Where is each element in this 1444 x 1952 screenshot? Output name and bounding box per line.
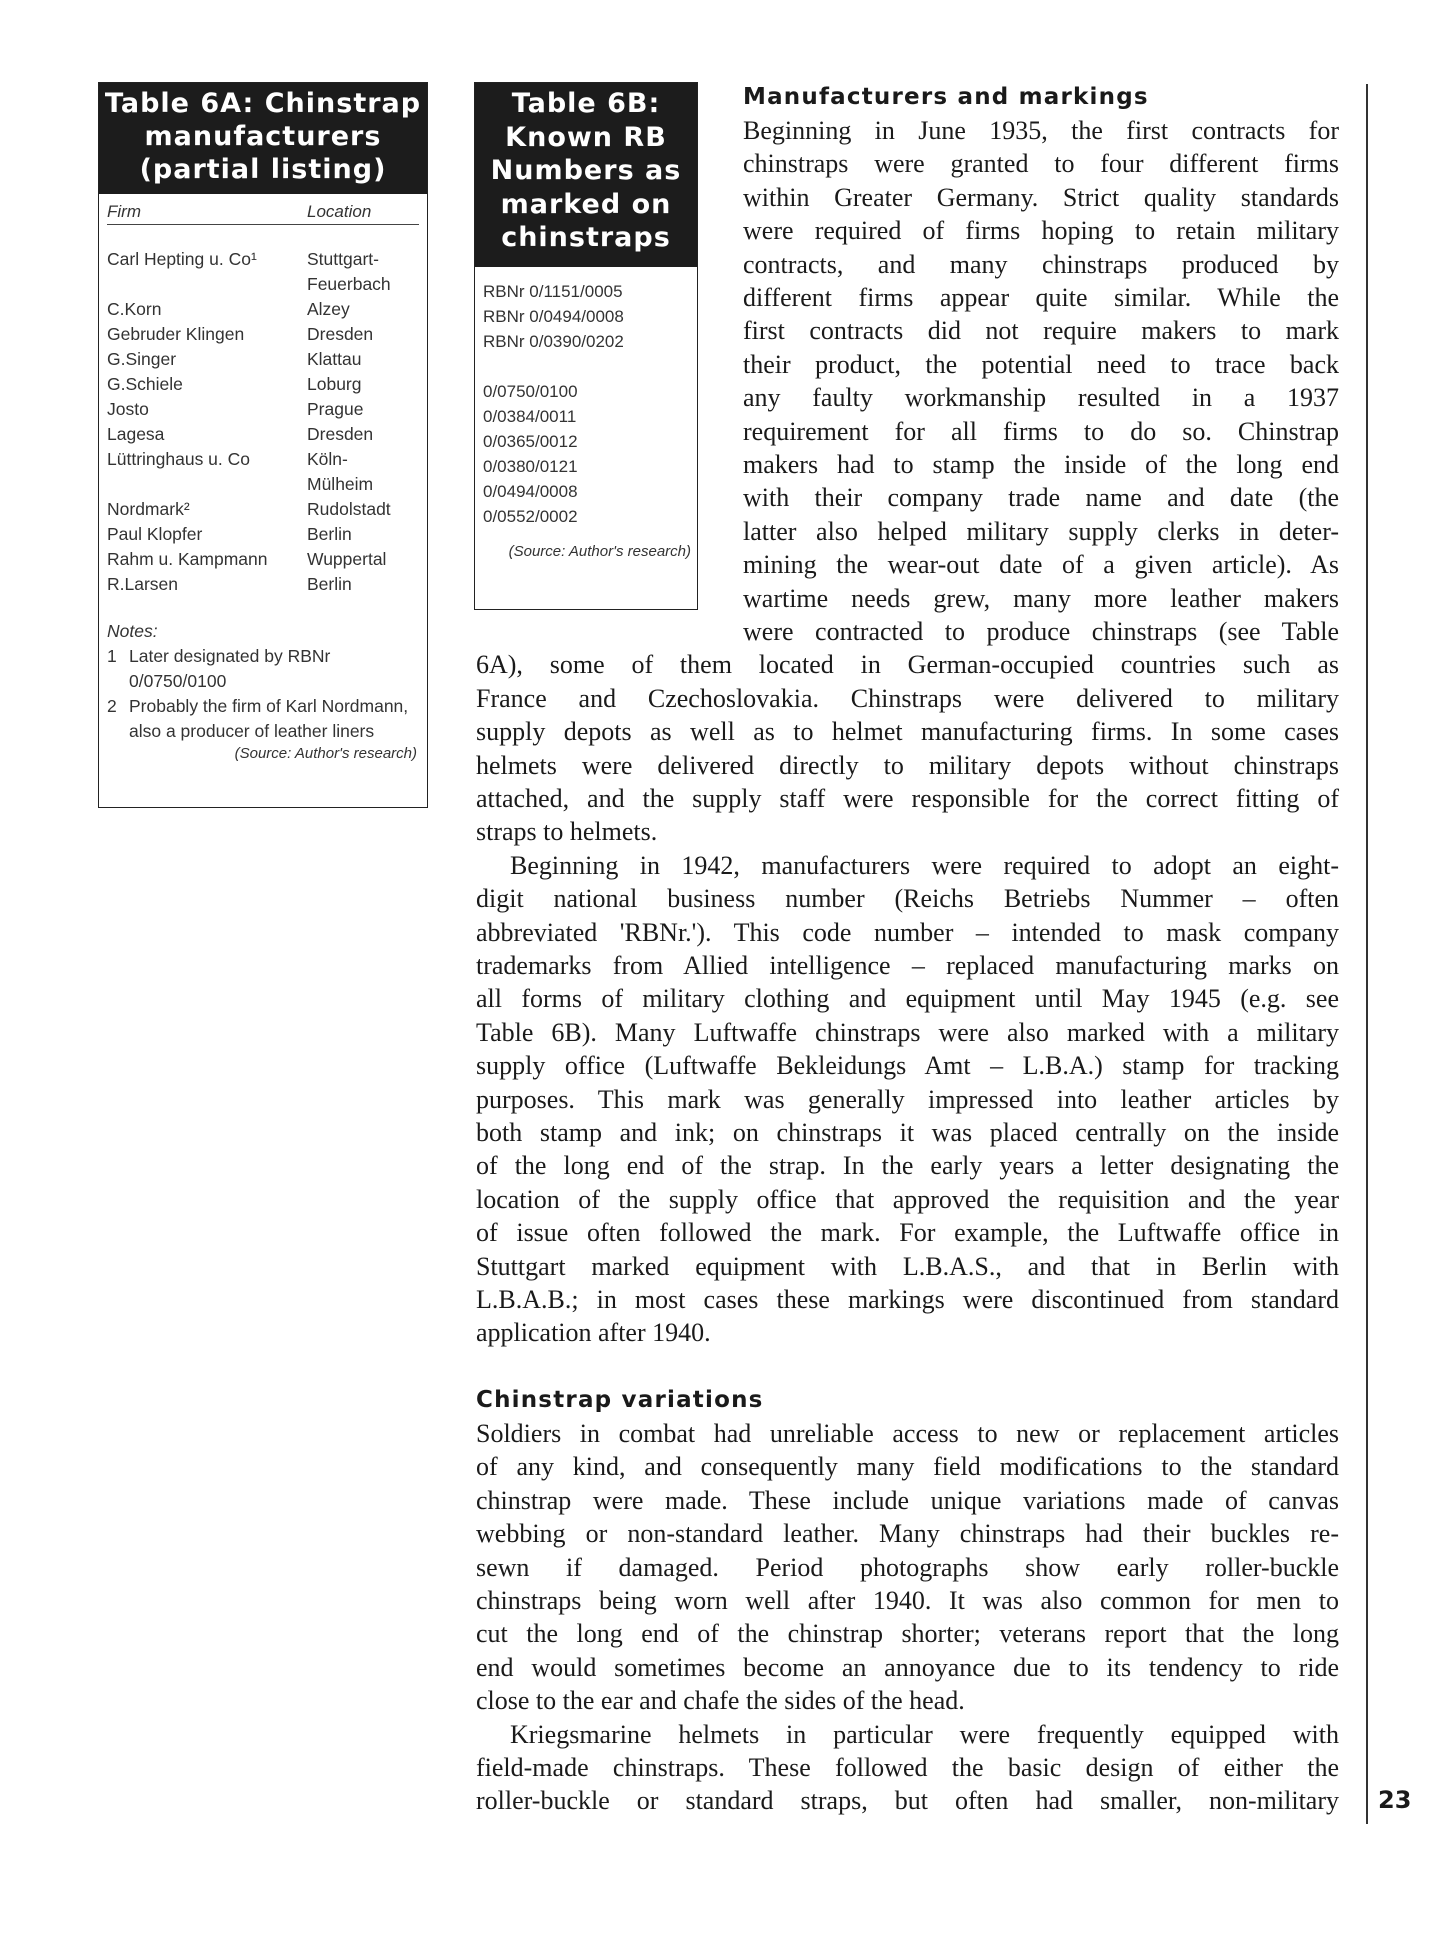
text-line: any faulty workmanship resulted in a 1937 [743,383,1339,413]
location-cell: Dresden [307,324,374,344]
text-line: purposes. This mark was generally impressed into leather articles by [476,1084,1339,1114]
firm-cell: R.Larsen [107,574,179,594]
text-line: digit national business number (Reichs Betriebs Nummer – often [476,884,1339,914]
location-cell: Dresden [307,424,374,444]
rb-number: 0/0750/0100 [483,381,578,401]
rb-number: 0/0380/0121 [483,456,578,476]
table-6b-source: (Source: Author's research) [508,542,691,560]
rb-number: RBNr 0/1151/0005 [483,281,623,301]
text-line: their product, the potential need to trace back [743,349,1339,379]
location-cell: Feuerbach [307,274,391,294]
firm-cell: Lüttringhaus u. Co [107,449,251,469]
text-line: supply office (Luftwaffe Bekleidungs Amt – L.B.A.) stamp for tracking [476,1051,1339,1081]
firm-cell: G.Schiele [107,374,183,394]
manufacturer-row [107,472,419,497]
text-line: with their company trade name and date (the [743,483,1339,513]
table-6a-body [99,194,427,763]
note-text: Probably the firm of Karl Nordmann, also a producer of leather liners [129,696,409,741]
location-cell: Loburg [307,374,362,394]
text-line: Table 6B). Many Luftwaffe chinstraps were also marked with a military [476,1017,1339,1047]
manufacturer-row [107,497,419,522]
section-heading-manufacturers: Manufacturers and markings [743,84,1149,110]
rb-number: 0/0494/0008 [483,481,578,501]
text-line: L.B.A.B.; in most cases these markings were discontinued from standard [476,1285,1339,1314]
firm-cell [107,472,307,497]
text-line: different firms appear quite similar. While the [743,283,1339,312]
text-line: requirement for all firms to do so. Chinstrap [743,416,1339,446]
firm-cell: Lagesa [107,424,165,444]
text-line: roller-buckle or standard straps, but often had smaller, non-military [476,1786,1339,1816]
text-line: Stuttgart marked equipment with L.B.A.S., and that in Berlin with [476,1251,1339,1281]
table-6a-column-headers [107,202,419,225]
note-item [107,644,419,694]
text-line: application after 1940. [476,1318,711,1348]
text-line: both stamp and ink; on chinstraps it was placed centrally on the inside [476,1118,1339,1147]
text-line: straps to helmets. [476,817,658,847]
firm-cell: Paul Klopfer [107,524,203,544]
section-heading-variations: Chinstrap variations [476,1387,764,1413]
text-line: location of the supply office that approved the requisition and the year [476,1184,1339,1214]
text-line: end would sometimes become an annoyance due to its tendency to ride [476,1652,1339,1682]
text-line: cut the long end of the chinstrap shorter; veterans report that the long [476,1619,1339,1649]
text-line: mining the wear-out date of a given article). As [743,550,1339,580]
manufacturer-row [107,347,419,372]
manufacturer-row [107,247,419,272]
note-number: 2 [107,696,117,716]
manufacturer-row [107,422,419,447]
text-line: Beginning in June 1935, the first contracts for [743,116,1339,145]
text-line: trademarks from Allied intelligence – replaced manufacturing marks on [476,951,1339,980]
location-cell: Alzey [307,299,350,319]
column-rule [1366,84,1368,1824]
text-line: Soldiers in combat had unreliable access to new or replacement articles [476,1419,1339,1448]
text-line: chinstrap were made. These include unique variations made of canvas [476,1485,1339,1515]
rb-number: 0/0384/0011 [483,406,577,426]
firm-cell [107,272,307,297]
manufacturer-row [107,322,419,347]
text-line: 6A), some of them located in German-occupied countries such as [476,650,1339,680]
table-6b [474,82,698,610]
text-line: wartime needs grew, many more leather makers [743,583,1339,613]
rb-number: RBNr 0/0494/0008 [483,306,624,326]
manufacturer-row [107,372,419,397]
table-6a-notes [107,644,419,744]
text-line: of any kind, and consequently many field modifications to the standard [476,1452,1339,1482]
table-6b-title: Table 6B: Known RB Numbers as marked on chinstraps [475,83,697,267]
text-line: were contracted to produce chinstraps (see Table [743,617,1339,646]
text-line: chinstraps being worn well after 1940. It was also common for men to [476,1586,1339,1615]
manufacturer-row [107,397,419,422]
firm-cell: G.Singer [107,349,177,369]
manufacturer-row [107,547,419,572]
text-line: Beginning in 1942, manufacturers were required to adopt an eight- [510,850,1339,880]
location-cell: Prague [307,399,364,419]
column-header-firm: Firm [107,202,141,221]
text-line: France and Czechoslovakia. Chinstraps were delivered to military [476,683,1339,713]
manufacturer-row [107,447,419,472]
text-line: chinstraps were granted to four different firms [743,149,1339,179]
text-line: Kriegsmarine helmets in particular were frequently equipped with [510,1719,1339,1749]
firm-cell: C.Korn [107,299,162,319]
text-line: contracts, and many chinstraps produced by [743,249,1339,279]
rb-number: 0/0365/0012 [483,431,578,451]
text-line: close to the ear and chafe the sides of the head. [476,1686,965,1716]
location-cell: Klattau [307,349,362,369]
location-cell: Mülheim [307,474,374,494]
text-line: supply depots as well as to helmet manufacturing firms. In some cases [476,717,1339,747]
manufacturer-row [107,297,419,322]
location-cell: Berlin [307,574,352,594]
text-line: abbreviated 'RBNr.'). This code number – intended to mask company [476,917,1339,947]
page-number: 23 [1378,1786,1412,1814]
location-cell: Rudolstadt [307,499,391,519]
text-line: all forms of military clothing and equipment until May 1945 (e.g. see [476,984,1339,1014]
text-line: sewn if damaged. Period photographs show early roller-buckle [476,1552,1339,1582]
note-number: 1 [107,646,117,666]
table-6a-title: Table 6A: Chinstrap manufacturers (partial listing) [99,83,427,194]
firm-cell: Nordmark² [107,499,190,519]
text-line: helmets were delivered directly to military depots without chinstraps [476,750,1339,780]
text-line: of the long end of the strap. In the early years a letter designating the [476,1151,1339,1181]
firm-cell: Gebruder Klingen [107,324,245,344]
note-item [107,694,419,744]
text-line: webbing or non-standard leather. Many chinstraps had their buckles re- [476,1519,1339,1549]
table-6b-body [475,267,697,564]
firm-cell: Rahm u. Kampmann [107,549,268,569]
table-6a-source: (Source: Author's research) [234,745,417,762]
text-line: makers had to stamp the inside of the long end [743,450,1339,479]
location-cell: Wuppertal [307,549,387,569]
text-line: within Greater Germany. Strict quality standards [743,182,1339,212]
firm-cell: Josto [107,399,149,419]
location-cell: Köln- [307,449,348,469]
rb-number: 0/0552/0002 [483,506,578,526]
text-line: of issue often followed the mark. For example, the Luftwaffe office in [476,1218,1339,1248]
table-6a-rows [107,247,419,597]
column-header-location: Location [307,202,372,221]
location-cell: Berlin [307,524,352,544]
location-cell: Stuttgart- [307,249,379,269]
manufacturer-row [107,522,419,547]
text-line: first contracts did not require makers to mark [743,316,1339,346]
text-line: field-made chinstraps. These followed the basic design of either the [476,1753,1339,1782]
text-line: were required of firms hoping to retain military [743,216,1339,246]
firm-cell: Carl Hepting u. Co¹ [107,249,257,269]
table-6a [98,82,428,808]
manufacturer-row [107,572,419,597]
note-text: Later designated by RBNr 0/0750/0100 [129,646,331,691]
notes-label: Notes: [107,621,158,641]
rb-number: RBNr 0/0390/0202 [483,331,624,351]
text-line: attached, and the supply staff were responsible for the correct fitting of [476,784,1339,813]
text-line: latter also helped military supply clerks in deter- [743,516,1339,546]
manufacturer-row [107,272,419,297]
rb-number-group-1 [483,279,691,354]
rb-number-group-2 [483,379,691,529]
